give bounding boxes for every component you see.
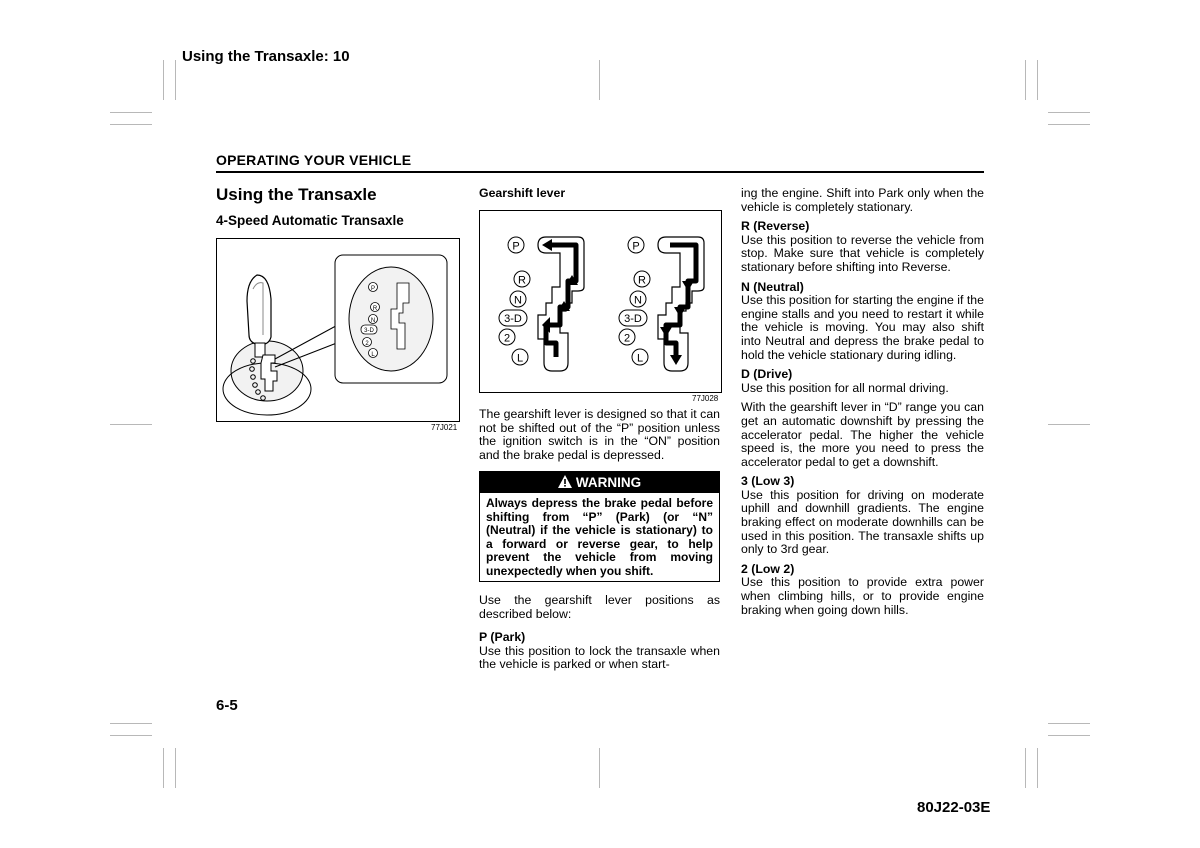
figure2-heading: Gearshift lever	[479, 186, 566, 200]
neutral-label: N (Neutral)	[741, 279, 804, 294]
low2-label: 2 (Low 2)	[741, 561, 795, 576]
park-label: P (Park)	[479, 630, 526, 645]
shift-pattern-upshift	[499, 237, 584, 371]
figure1-code: 77J021	[431, 423, 458, 432]
header-rule	[216, 171, 984, 173]
use-paragraph: Use the gearshift lever positions as described below:	[479, 593, 720, 621]
drive-text: Use this position for all normal driving.	[741, 380, 949, 395]
inset-label-l: L	[371, 352, 375, 358]
inset-label-p: P	[370, 286, 376, 292]
park-text: Use this position to lock the transaxle when the vehicle is parked or when start-	[479, 643, 720, 672]
inset-label-3d: 3-D	[364, 328, 374, 334]
column-3	[741, 187, 984, 623]
pattern-label-l: L	[516, 352, 524, 365]
pattern-label-r: R	[518, 274, 526, 287]
pattern-label-n: N	[634, 294, 642, 307]
inset-label-2: 2	[365, 341, 369, 347]
column-2-intro	[479, 408, 720, 468]
section-title: OPERATING YOUR VEHICLE	[216, 152, 412, 168]
document-code: 80J22-03E	[917, 799, 991, 816]
pattern-label-3d: 3-D	[504, 313, 522, 325]
low2-text: Use this position to provide extra power when climbing hills, or to provide engine braking when going down hills.	[741, 575, 984, 617]
page-title: Using the Transaxle	[216, 185, 377, 204]
inset-label-n: N	[370, 318, 376, 324]
reverse-label: R (Reverse)	[741, 219, 810, 234]
neutral-text: Use this position for starting the engine if the engine stalls and you need to restart it while the vehicle is moving. You may also shift into Neutral and depress the brake pedal to hold the vehicle stationary during idling.	[741, 293, 984, 362]
warning-text: Always depress the brake pedal before shifting from “P” (Park) (or “N” (Neutral) if the vehicle is stationary) to a forward or reverse gear, to help prevent the vehicle from moving unexpectedly when you shift.	[486, 496, 713, 578]
inset-label-r: R	[372, 306, 378, 312]
figure-shift-pattern	[479, 210, 722, 393]
pattern-label-2: 2	[503, 332, 511, 345]
shift-lever-illustration	[217, 239, 459, 421]
pattern-label-r: R	[638, 274, 646, 287]
figure-shift-lever	[216, 238, 460, 422]
reverse-text: Use this position to reverse the vehicle from stop. Make sure that vehicle is completely stationary before shifting into Reverse.	[741, 232, 984, 274]
pattern-label-2: 2	[623, 332, 631, 345]
drive-label: D (Drive)	[741, 367, 793, 382]
pattern-label-3d: 3-D	[624, 313, 642, 325]
running-header: Using the Transaxle: 10	[182, 48, 350, 65]
intro-paragraph: The gearshift lever is designed so that it can not be shifted out of the “P” position unless the ignition switch is in the “ON” position and the brake pedal is depressed.	[479, 407, 720, 462]
park-continued: ing the engine. Shift into Park only when the vehicle is completely stationary.	[741, 186, 984, 214]
downshift-paragraph: With the gearshift lever in “D” range you can get an automatic downshift by pressing the accelerator pedal. The higher the vehicle speed is, the more you need to press the accelerator pedal to get a downshift.	[741, 400, 984, 469]
pattern-label-n: N	[514, 294, 522, 307]
shift-pattern-diagram	[480, 211, 721, 392]
figure2-code: 77J028	[692, 394, 719, 403]
pattern-label-p: P	[512, 240, 520, 253]
warning-header	[480, 472, 719, 493]
page-number: 6-5	[216, 697, 238, 714]
shift-pattern-downshift	[619, 237, 704, 371]
low3-text: Use this position for driving on moderate uphill and downhill gradients. The engine braking effect on moderate downhills can be used in this position. The transaxle shifts up only to 3rd gear.	[741, 487, 984, 557]
column-2-body	[479, 594, 720, 678]
pattern-label-p: P	[632, 240, 640, 253]
warning-triangle-icon	[558, 473, 572, 494]
warning-box	[479, 471, 720, 582]
low3-label: 3 (Low 3)	[741, 474, 795, 489]
pattern-label-l: L	[636, 352, 644, 365]
page-subtitle: 4-Speed Automatic Transaxle	[216, 213, 404, 228]
warning-title: WARNING	[575, 475, 642, 490]
